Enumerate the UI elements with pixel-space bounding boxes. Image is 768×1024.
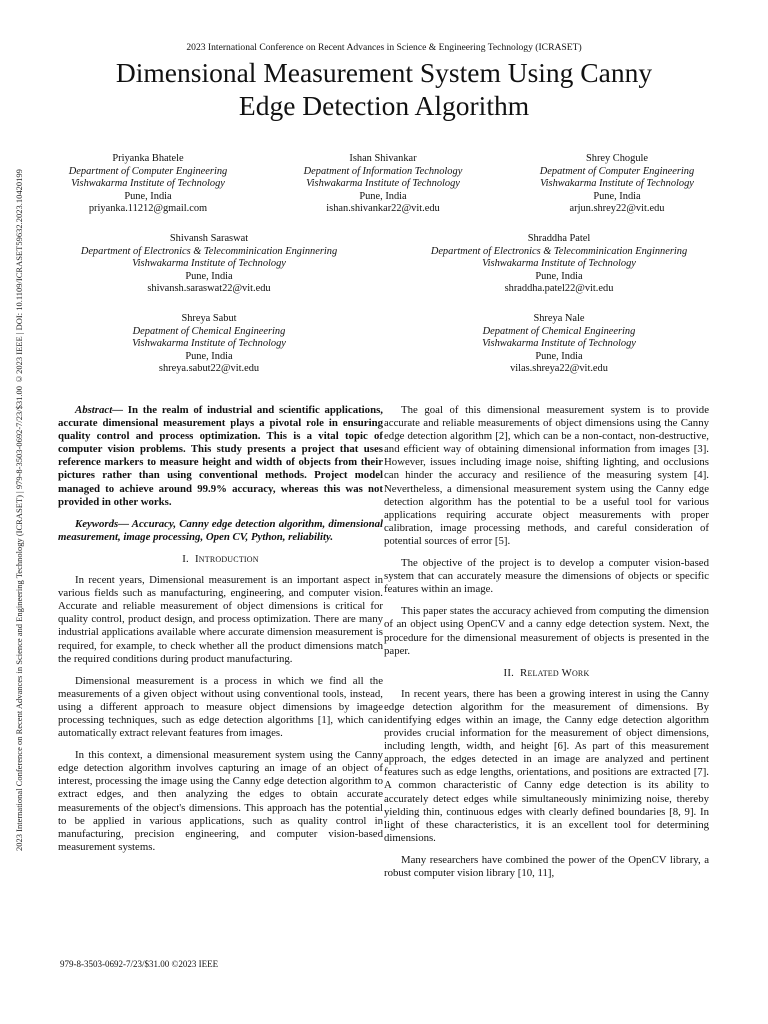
body-paragraph: Many researchers have combined the power of the OpenCV library, a robust computer vision library [10, 11], xyxy=(384,853,709,879)
author-institute: Vishwakarma Institute of Technology xyxy=(482,258,636,270)
author-block-4 xyxy=(81,233,337,296)
title-line-2: Edge Detection Algorithm xyxy=(238,90,530,121)
author-dept: Department of Computer Engineering xyxy=(68,165,228,177)
author-dept: Depatment of Chemical Engineering xyxy=(482,325,636,337)
body-paragraph: Dimensional measurement is a process in which we find all the measurements of a given object without using conventional tools, instead, using a different approach to measure object dimensions by image processing techniques, such as edge detection algorithms [1], which can automatically extract relevant features from images. xyxy=(58,674,383,740)
body-paragraph: In recent years, there has been a growing interest in using the Canny edge detection algorithm for the measurement of dimensions. By identifying edges within an image, the Canny edge detection algorithm provides crucial information for the measurement of object dimensions, including length, width, and height [6]. As part of this measurement approach, the edges detected in an image are analyzed and pertinent features such as edge lengths, orientations, and positions are extracted [7]. A common characteristic of Canny edge detection is its ability to accurately detect edges while simultaneously minimizing noise, thereby yielding thin, continuous edges with clearly defined boundaries [8, 9]. In light of these characteristics, it is an excellent tool for determining dimensions. xyxy=(384,687,709,844)
author-dept: Depatment of Chemical Engineering xyxy=(132,325,286,337)
author-institute: Vishwakarma Institute of Technology xyxy=(71,178,225,190)
author-city: Pune, India xyxy=(535,270,583,282)
author-institute: Vishwakarma Institute of Technology xyxy=(482,338,636,350)
author-city: Pune, India xyxy=(185,270,233,282)
body-paragraph: The objective of the project is to develop a computer vision-based system that can accurately measure the dimensions of objects or specific features within an image. xyxy=(384,557,709,596)
author-email: arjun.shrey22@vit.edu xyxy=(569,203,665,215)
section-number: II. xyxy=(503,666,515,679)
author-dept: Depatment of Information Technology xyxy=(303,165,463,177)
body-paragraph: This paper states the accuracy achieved from computing the dimension of an object using OpenCV and a canny edge detection system. Next, the procedure for the dimensional measurement of objects is presented in the paper. xyxy=(384,605,709,657)
author-dept: Depatment of Computer Engineering xyxy=(539,165,695,177)
author-institute: Vishwakarma Institute of Technology xyxy=(306,178,460,190)
author-city: Pune, India xyxy=(535,350,583,362)
author-institute: Vishwakarma Institute of Technology xyxy=(540,178,694,190)
page-footer-copyright: 979-8-3503-0692-7/23/$31.00 ©2023 IEEE xyxy=(60,959,219,969)
author-city: Pune, India xyxy=(593,190,641,202)
section-heading-introduction xyxy=(58,553,383,566)
section-number: I. xyxy=(182,552,189,565)
author-email: shivansh.saraswat22@vit.edu xyxy=(147,283,271,295)
author-dept: Department of Electronics & Telecomminication Enginnering xyxy=(80,245,338,257)
section-title: Related Work xyxy=(520,666,590,679)
author-name: Shraddha Patel xyxy=(527,233,591,244)
author-block-2 xyxy=(304,153,463,216)
body-paragraph: In recent years, Dimensional measurement is an important aspect in various fields such as manufacturing, engineering, and computer vision. Accurate and reliable measurement of object dimensions is critical for quality control, product design, and process optimization. There are many industrial applications available where accurate dimension measurement is required, for example, to check whether all the product dimensions match the required conditions during product manufacturing. xyxy=(58,574,383,665)
author-name: Shreya Sabut xyxy=(181,313,237,324)
conference-header: 2023 International Conference on Recent Advances in Science & Engineering Technology (ICRASET) xyxy=(186,42,582,53)
author-institute: Vishwakarma Institute of Technology xyxy=(132,338,286,350)
abstract-lead: Abstract— xyxy=(75,404,123,416)
author-city: Pune, India xyxy=(185,350,233,362)
author-name: Priyanka Bhatele xyxy=(112,153,184,164)
author-email: ishan.shivankar22@vit.edu xyxy=(326,203,440,215)
body-paragraph: The goal of this dimensional measurement system is to provide accurate and reliable measurements of object dimensions using the Canny edge detection algorithm [2], which can be a non-contact, non-destructive, and efficient way of obtaining dimensional information from images [3]. However, issues including image noise, shifting lighting, and occlusions can hinder the accuracy and resilience of the measuring system [4]. Nevertheless, a dimensional measurement system using the Canny edge detection algorithm has the potential to be a useful tool for various applications requiring accurate object measurements with proper calibration, image processing methods, and careful consideration of potential sources of error [5]. xyxy=(384,404,709,547)
author-name: Ishan Shivankar xyxy=(349,153,417,164)
right-column xyxy=(384,404,709,889)
abstract-text: In the realm of industrial and scientific applications, accurate dimensional measurement plays a pivotal role in ensuring quality control and process optimization. This is a vital topic of computer vision problems. This study presents a project that uses reference markers to measure height and width of objects from their pictures rather than using conventional methods. Project model managed to achieve around 99.9% accuracy, whereas this was not provided in other works. xyxy=(58,404,383,508)
author-city: Pune, India xyxy=(359,190,407,202)
abstract xyxy=(58,404,383,509)
paper-title xyxy=(40,56,728,122)
section-title: Introduction xyxy=(194,552,259,565)
left-column xyxy=(58,404,383,863)
author-institute: Vishwakarma Institute of Technology xyxy=(132,258,286,270)
author-name: Shrey Chogule xyxy=(585,153,649,164)
author-block-7 xyxy=(482,313,636,376)
author-email: shraddha.patel22@vit.edu xyxy=(504,283,614,295)
author-block-6 xyxy=(132,313,286,376)
author-name: Shivansh Saraswat xyxy=(169,233,249,244)
title-line-1: Dimensional Measurement System Using Canny xyxy=(115,57,653,88)
author-email: priyanka.11212@gmail.com xyxy=(88,203,208,215)
author-block-1 xyxy=(69,153,227,216)
author-city: Pune, India xyxy=(124,190,172,202)
keywords-text: Accuracy, Canny edge detection algorithm, dimensional measurement, image processing, Open CV, Python, reliability. xyxy=(58,517,383,543)
author-block-5 xyxy=(431,233,687,296)
author-block-3 xyxy=(540,153,694,216)
section-heading-related-work xyxy=(384,667,709,680)
author-email: shreya.sabut22@vit.edu xyxy=(158,363,260,375)
body-paragraph: In this context, a dimensional measurement system using the Canny edge detection algorithm involves capturing an image of an object of interest, processing the image using the Canny edge detection algorithm to extract edges, and then analyzing the edges to obtain accurate measurements of the object's dimensions. This approach has the potential to be applied in various applications, such as quality control in manufacturing, precision engineering, and computer vision-based measurement systems. xyxy=(58,749,383,853)
keywords xyxy=(58,518,383,544)
side-doi-strip: 2023 International Conference on Recent Advances in Science and Engineering Technology (ICRASET) | 979-8-3503-0692-7/23/$31.00 ©2023 IEEE | DOI: 10.1109/ICRASET59632.2023.10420199 xyxy=(14,169,24,851)
author-dept: Department of Electronics & Telecomminication Enginnering xyxy=(430,245,688,257)
keywords-lead: Keywords— xyxy=(75,517,129,530)
author-email: vilas.shreya22@vit.edu xyxy=(510,363,608,375)
author-name: Shreya Nale xyxy=(533,313,585,324)
